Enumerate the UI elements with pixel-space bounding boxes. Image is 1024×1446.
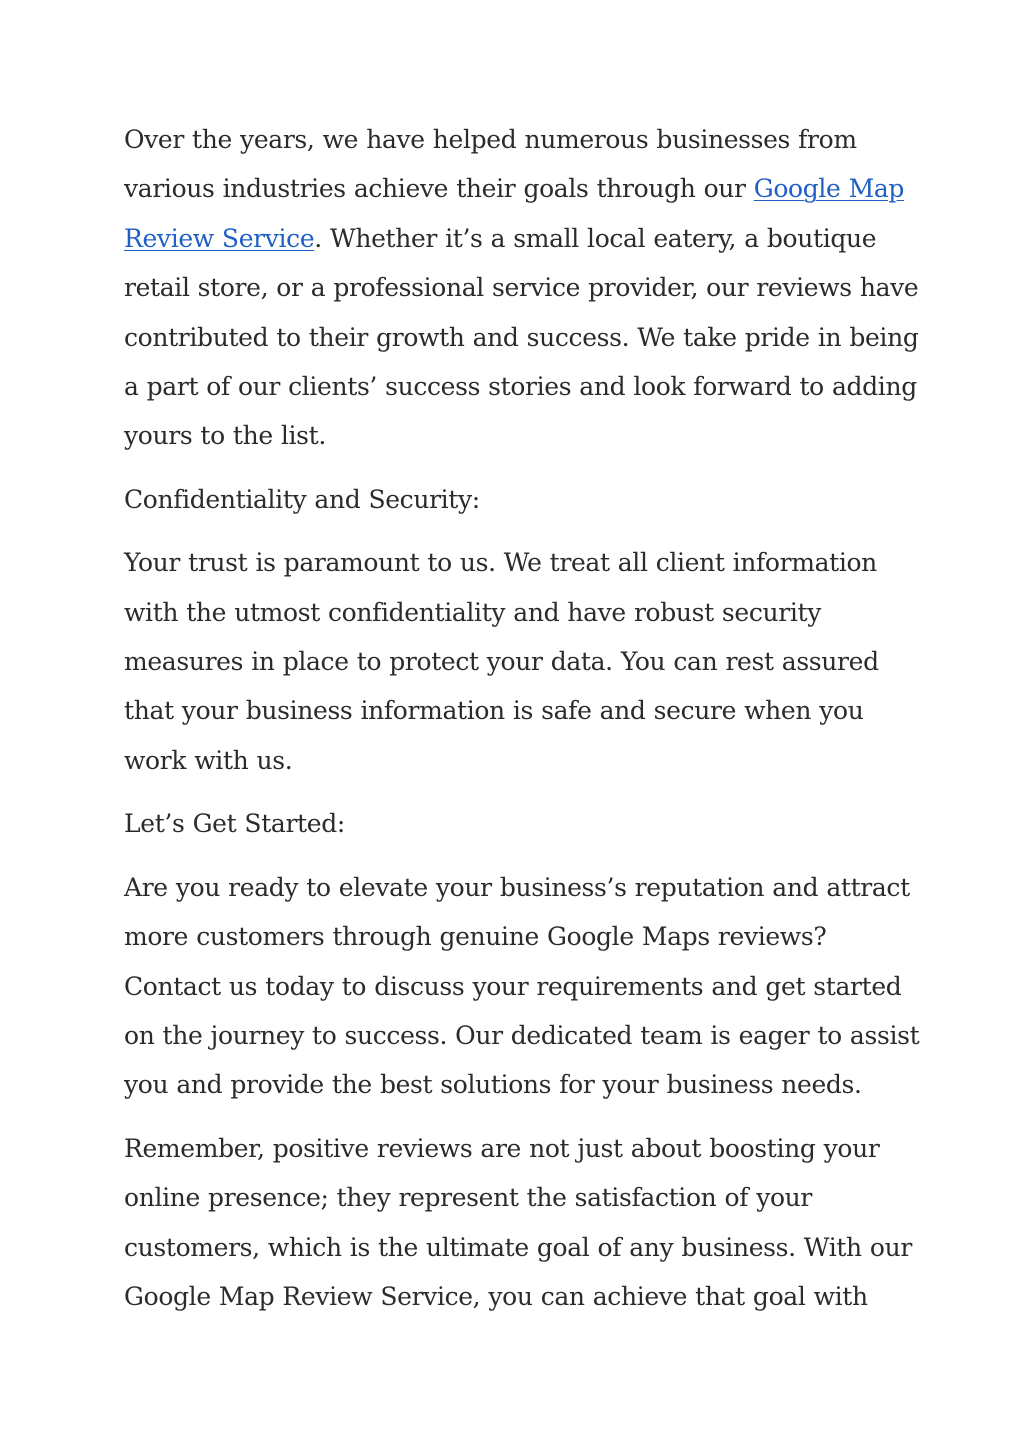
paragraph-track-record — [124, 115, 924, 461]
text-line: a part of our clients’ success stories and look forward to adding — [124, 372, 917, 402]
text-line: online presence; they represent the satisfaction of your — [124, 1183, 813, 1213]
text-line: you and provide the best solutions for your business needs. — [124, 1070, 862, 1100]
heading-lets-get-started — [124, 799, 924, 848]
text-line: Contact us today to discuss your requirements and get started — [124, 971, 902, 1001]
paragraph-remember — [124, 1124, 924, 1322]
text-line: Over the years, we have helped numerous businesses from — [124, 125, 857, 154]
text-line: on the journey to success. Our dedicated team is eager to assist — [124, 1020, 920, 1050]
text-line: retail store, or a professional service provider, our reviews have — [124, 273, 919, 303]
text-line: with the utmost confidentiality and have robust security — [124, 597, 821, 627]
google-map-review-service-link[interactable]: Google Map — [753, 174, 905, 204]
text-line: Your trust is paramount to us. We treat all client information — [124, 548, 877, 578]
heading-text: Confidentiality and Security: — [124, 484, 480, 514]
text-line: measures in place to protect your data. You can rest assured — [124, 647, 879, 677]
text-line: more customers through genuine Google Maps reviews? — [124, 922, 827, 952]
paragraph-get-started — [124, 863, 924, 1110]
google-map-review-service-link-continued[interactable]: Review Service — [124, 223, 315, 253]
text-line: yours to the list. — [124, 421, 326, 451]
text-line: contributed to their growth and success. We take pride in being — [124, 322, 919, 352]
text-segment: various industries achieve their goals through our — [124, 174, 754, 204]
text-line — [124, 214, 924, 263]
text-line: Google Map Review Service, you can achieve that goal with — [124, 1281, 868, 1311]
text-line: customers, which is the ultimate goal of any business. With our — [124, 1232, 912, 1262]
text-line — [124, 164, 924, 213]
text-line: Remember, positive reviews are not just about boosting your — [124, 1133, 880, 1163]
text-line: work with us. — [124, 745, 293, 775]
heading-text: Let’s Get Started: — [124, 809, 345, 839]
text-line: Are you ready to elevate your business’s reputation and attract — [124, 872, 910, 902]
heading-confidentiality-security — [124, 475, 924, 524]
paragraph-confidentiality — [124, 538, 924, 785]
text-segment: . Whether it’s a small local eatery, a boutique — [314, 223, 877, 253]
text-line: that your business information is safe and secure when you — [124, 696, 864, 726]
